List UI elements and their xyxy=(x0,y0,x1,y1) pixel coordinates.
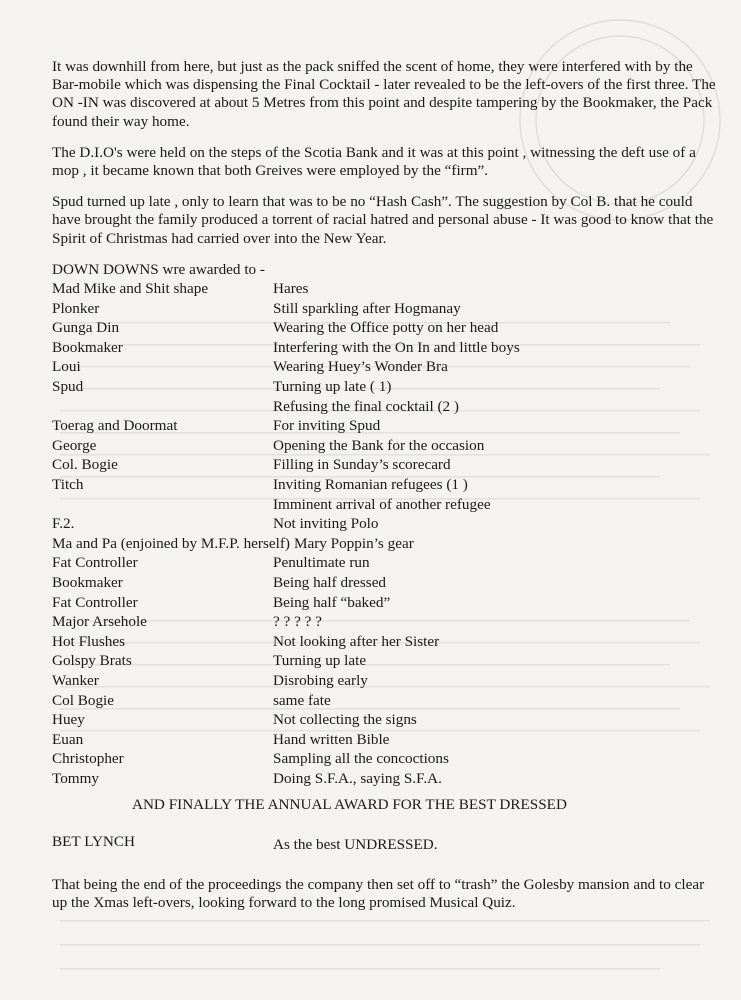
downdown-recipient: Loui xyxy=(52,358,81,376)
downdown-row xyxy=(52,377,722,397)
downdown-recipient: Col. Bogie xyxy=(52,456,118,474)
downdown-reason: Imminent arrival of another refugee xyxy=(273,495,491,513)
downdown-row xyxy=(52,299,722,319)
downdown-reason: Wearing the Office potty on her head xyxy=(273,319,499,337)
downdown-reason: Still sparkling after Hogmanay xyxy=(273,299,461,317)
downdown-reason: Penultimate run xyxy=(273,554,370,572)
downdown-row xyxy=(52,416,722,436)
downdown-reason: Being half dressed xyxy=(273,573,387,591)
downdown-row xyxy=(52,612,722,632)
downdown-reason: For inviting Spud xyxy=(273,417,381,435)
downdown-recipient xyxy=(52,495,273,515)
downdown-recipient: Gunga Din xyxy=(52,319,120,337)
downdown-recipient: Toerag and Doormat xyxy=(52,417,178,435)
paragraph-spud: Spud turned up late , only to learn that was to be no “Hash Cash”. The suggestion by Col B. that he could have brought the family produced a torrent of racial hatred and personal abuse - It was good to know that the Spirit of Christmas had carried over into the New Year. xyxy=(52,193,714,247)
downdowns-list xyxy=(52,279,722,788)
downdown-row xyxy=(52,710,722,730)
downdown-row xyxy=(52,632,722,652)
downdown-recipient: Christopher xyxy=(52,750,124,768)
downdown-reason: Refusing the final cocktail (2 ) xyxy=(273,397,459,415)
paragraph-pack-home: It was downhill from here, but just as the pack sniffed the scent of home, they were interfered with by the Bar-mobile which was dispensing the Final Cocktail - later revealed to be the left-overs of the first three. The ON -IN was discovered at about 5 Metres from this point and despite tampering by the Bookmaker, the Pack found their way home. xyxy=(52,58,716,130)
downdown-row xyxy=(52,730,722,750)
downdown-recipient: Hot Flushes xyxy=(52,632,125,650)
downdown-row xyxy=(52,318,722,338)
downdown-row xyxy=(52,553,722,573)
downdown-recipient: Spud xyxy=(52,378,84,395)
downdown-reason: Inviting Romanian refugees (1 ) xyxy=(273,475,468,493)
downdowns-heading: DOWN DOWNS wre awarded to - xyxy=(52,260,265,278)
downdown-reason: Not looking after her Sister xyxy=(273,632,440,650)
downdown-row xyxy=(52,749,722,769)
downdown-reason: Sampling all the concoctions xyxy=(273,750,449,768)
downdown-row xyxy=(52,495,722,515)
final-award-recipient: BET LYNCH xyxy=(52,832,135,850)
downdown-recipient: Wanker xyxy=(52,671,99,689)
downdown-row xyxy=(52,691,722,711)
downdown-row xyxy=(52,671,722,691)
downdown-reason: Opening the Bank for the occasion xyxy=(273,436,485,454)
downdown-recipient: Euan xyxy=(52,730,84,748)
downdown-reason: Hand written Bible xyxy=(273,730,390,748)
downdown-recipient: Bookmaker xyxy=(52,338,123,356)
downdown-recipient: Plonker xyxy=(52,299,100,317)
downdown-reason: Hares xyxy=(273,280,309,298)
downdown-recipient: Fat Controller xyxy=(52,554,138,572)
downdown-reason: Turning up late ( 1) xyxy=(273,378,392,395)
downdown-reason: Disrobing early xyxy=(273,671,368,689)
downdown-reason: Interfering with the On In and little boys xyxy=(273,338,520,356)
downdown-recipient: Tommy xyxy=(52,769,100,787)
downdown-recipient: George xyxy=(52,436,97,454)
paragraph-closing: That being the end of the proceedings the company then set off to “trash” the Golesby mansion and to clear up the Xmas left-overs, looking forward to the long promised Musical Quiz. xyxy=(52,875,705,912)
downdown-row xyxy=(52,357,722,377)
downdown-reason: Being half “baked” xyxy=(273,593,391,611)
downdown-recipient: Huey xyxy=(52,711,85,729)
downdown-row xyxy=(52,436,722,456)
final-award-heading: AND FINALLY THE ANNUAL AWARD FOR THE BEST DRESSED xyxy=(132,796,567,814)
downdown-row xyxy=(52,651,722,671)
downdown-reason: ? ? ? ? ? xyxy=(273,613,322,631)
downdown-recipient: Golspy Brats xyxy=(52,652,132,670)
downdown-reason: Turning up late xyxy=(273,652,367,670)
downdown-reason: Mary Poppin’s gear xyxy=(293,534,414,552)
downdown-row xyxy=(52,455,722,475)
document-body xyxy=(52,58,722,925)
final-award-row xyxy=(52,833,722,854)
downdown-recipient: Col Bogie xyxy=(52,691,115,709)
final-award-reason: As the best UNDRESSED. xyxy=(273,835,438,853)
downdown-reason: Not inviting Polo xyxy=(273,515,379,533)
downdown-row xyxy=(52,514,722,534)
downdown-reason: Filling in Sunday’s scorecard xyxy=(273,456,451,474)
downdown-reason: Doing S.F.A., saying S.F.A. xyxy=(273,769,442,787)
downdown-row xyxy=(52,397,722,417)
downdown-recipient: Bookmaker xyxy=(52,573,123,591)
downdown-row xyxy=(52,279,722,299)
downdown-recipient: Mad Mike and Shit shape xyxy=(52,280,209,298)
downdown-recipient: Fat Controller xyxy=(52,593,138,611)
downdown-recipient: F.2. xyxy=(52,515,75,533)
downdown-row xyxy=(52,573,722,593)
paragraph-dios: The D.I.O's were held on the steps of the Scotia Bank and it was at this point , witnessing the deft use of a mop , it became known that both Greives were employed by the “firm”. xyxy=(52,143,696,180)
downdown-row xyxy=(52,769,722,789)
downdown-recipient xyxy=(52,397,273,417)
downdown-recipient: Ma and Pa (enjoined by M.F.P. herself) xyxy=(52,534,290,552)
downdown-recipient: Major Arsehole xyxy=(52,613,147,631)
downdown-row xyxy=(52,475,722,495)
downdown-row xyxy=(52,338,722,358)
downdown-row xyxy=(52,534,722,554)
downdown-row xyxy=(52,593,722,613)
downdown-recipient: Titch xyxy=(52,475,84,493)
downdown-reason: same fate xyxy=(273,691,331,709)
downdown-reason: Wearing Huey’s Wonder Bra xyxy=(273,358,448,376)
downdown-reason: Not collecting the signs xyxy=(273,711,417,729)
